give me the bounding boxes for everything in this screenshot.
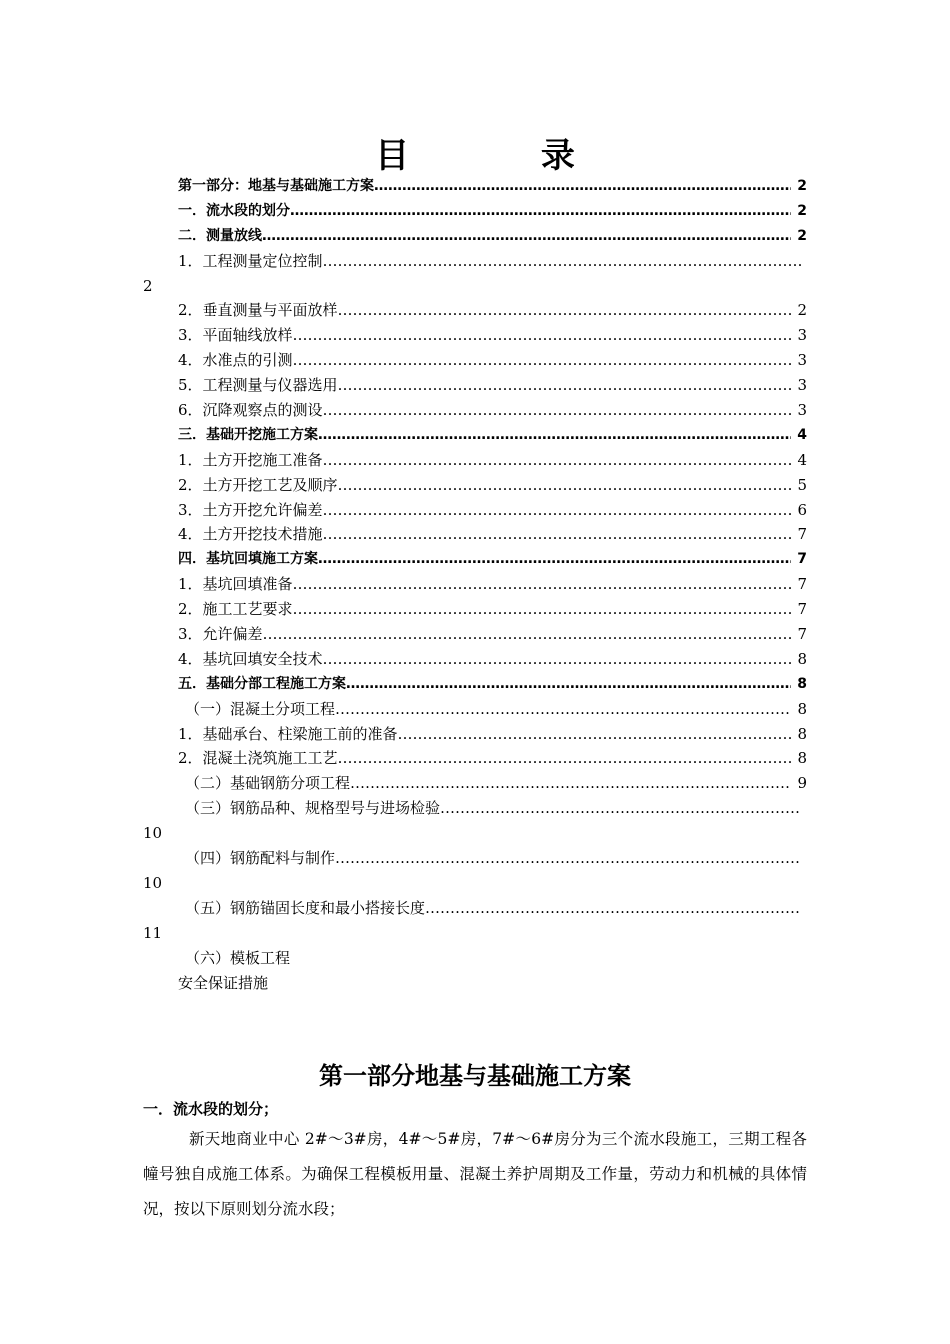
toc-entry[interactable]	[0, 547, 950, 572]
toc-entry[interactable]	[0, 771, 950, 796]
toc-entry-label: 10	[143, 873, 163, 892]
toc-entry[interactable]	[0, 473, 950, 498]
toc-entry-label: 4．基坑回填安全技术	[178, 649, 323, 668]
toc-entry-page: 2	[797, 178, 807, 194]
toc-title: 目 录	[375, 136, 635, 176]
toc-entry-label: 10	[143, 824, 163, 843]
toc-leader-dots	[398, 722, 792, 747]
toc-entry-page: 7	[797, 575, 807, 594]
toc-entry[interactable]	[0, 274, 950, 299]
toc-leader-dots	[293, 323, 792, 348]
toc-leader-dots	[323, 249, 801, 274]
toc-entry-label: （五）钢筋锚固长度和最小搭接长度	[185, 898, 426, 917]
toc-entry-page: 2	[797, 202, 807, 219]
toc-entry-page: 8	[797, 749, 807, 768]
toc-entry-page: 2	[797, 301, 807, 320]
toc-leader-dots	[323, 448, 792, 473]
toc-entry[interactable]	[0, 971, 950, 996]
toc-entry-label: 1．工程测量定位控制	[178, 251, 323, 270]
section-paragraph: 新天地商业中心 2#～3#房，4#～5#房，7#～6#房分为三个流水段施工，三期工程各幢号独自成施工体系。为确保工程模板用量、混凝土养护周期及工作量，劳动力和机械的具体情况，按以下原则划分流水段；	[143, 1130, 807, 1218]
toc-leader-dots	[338, 298, 792, 323]
toc-entry[interactable]	[0, 946, 950, 971]
toc-entry[interactable]	[0, 298, 950, 323]
toc-entry-label: 1．基础承台、柱梁施工前的准备	[178, 724, 398, 743]
toc-leader-dots	[350, 771, 791, 796]
toc-leader-dots	[293, 348, 792, 373]
toc-entry[interactable]	[0, 796, 950, 821]
toc-leader-dots	[318, 423, 791, 448]
toc-entry-label: 4．土方开挖技术措施	[178, 525, 323, 544]
toc-entry-page: 3	[797, 376, 807, 395]
toc-entry-label: 4．水准点的引测	[178, 351, 293, 370]
section-heading: 一．流水段的划分；	[143, 1100, 279, 1118]
toc-entry-page: 4	[797, 426, 807, 443]
toc-leader-dots	[263, 622, 792, 647]
toc-entry-label: 第一部分：地基与基础施工方案	[178, 178, 374, 194]
toc-leader-dots	[323, 522, 792, 547]
toc-entry[interactable]	[0, 423, 950, 448]
toc-entry[interactable]	[0, 697, 950, 722]
toc-leader-dots	[338, 746, 792, 771]
toc-entry-label: 3．允许偏差	[178, 625, 263, 644]
toc-entry[interactable]	[0, 722, 950, 747]
toc-entry-page: 6	[797, 500, 807, 519]
section-title: 第一部分地基与基础施工方案	[319, 1062, 631, 1090]
toc-leader-dots	[338, 473, 792, 498]
toc-leader-dots	[346, 672, 791, 697]
toc-leader-dots	[425, 896, 801, 921]
toc-leader-dots	[323, 647, 792, 672]
toc-entry[interactable]	[0, 249, 950, 274]
toc-entry-label: （六）模板工程	[185, 948, 291, 967]
toc-entry[interactable]	[0, 622, 950, 647]
toc-entry[interactable]	[0, 373, 950, 398]
toc-entry-label: 2．土方开挖工艺及顺序	[178, 475, 338, 494]
toc-entry-page: 2	[797, 227, 807, 244]
toc-entry-label: 一．流水段的划分	[178, 202, 290, 219]
toc-entry-label: 五．基础分部工程施工方案	[178, 675, 346, 692]
toc-entry[interactable]	[0, 199, 950, 224]
toc-entry-label: （三）钢筋品种、规格型号与进场检验	[185, 799, 441, 818]
toc-leader-dots	[440, 796, 801, 821]
toc-entry-label: 2	[143, 276, 153, 295]
toc-entry-label: 6．沉降观察点的测设	[178, 401, 323, 420]
toc-entry-label: 安全保证措施	[178, 973, 269, 992]
toc-entry-page: 8	[797, 675, 807, 692]
toc-entry-page: 8	[797, 699, 807, 718]
toc-entry[interactable]	[0, 498, 950, 523]
toc-entry-label: 三．基础开挖施工方案	[178, 426, 318, 443]
toc-entry-label: 1．土方开挖施工准备	[178, 450, 323, 469]
toc-entry[interactable]	[0, 398, 950, 423]
toc-entry[interactable]	[0, 871, 950, 896]
toc-entry[interactable]	[0, 224, 950, 249]
toc-leader-dots	[323, 398, 792, 423]
toc-entry-page: 3	[797, 351, 807, 370]
toc-entry-page: 7	[797, 625, 807, 644]
toc-leader-dots	[318, 547, 791, 572]
toc-entry-label: 1．基坑回填准备	[178, 575, 293, 594]
toc-leader-dots	[335, 697, 791, 722]
toc-entry-page: 7	[797, 525, 807, 544]
toc-entry-page: 7	[797, 600, 807, 619]
toc-entry[interactable]	[0, 896, 950, 921]
toc-entry[interactable]	[0, 821, 950, 846]
toc-entry-label: 3．平面轴线放样	[178, 326, 293, 345]
toc-entry[interactable]	[0, 746, 950, 771]
toc-entry[interactable]	[0, 921, 950, 946]
toc-entry-page: 8	[797, 724, 807, 743]
toc-leader-dots	[374, 174, 791, 199]
toc-entry[interactable]	[0, 448, 950, 473]
toc-leader-dots	[338, 373, 792, 398]
toc-entry-label: 2．垂直测量与平面放样	[178, 301, 338, 320]
toc-entry-label: （二）基础钢筋分项工程	[185, 774, 351, 793]
toc-entry[interactable]	[0, 647, 950, 672]
toc-entry[interactable]	[0, 597, 950, 622]
toc-leader-dots	[290, 199, 791, 224]
toc-leader-dots	[335, 846, 801, 871]
toc-entry-label: （四）钢筋配料与制作	[185, 849, 336, 868]
toc-entry-page: 3	[797, 326, 807, 345]
toc-entry[interactable]	[0, 174, 950, 199]
toc-entry-label: （一）混凝土分项工程	[185, 699, 336, 718]
toc-entry-page: 9	[797, 774, 807, 793]
toc-entry-page: 8	[797, 649, 807, 668]
toc-entry-page: 5	[797, 475, 807, 494]
toc-entry-label: 11	[143, 923, 163, 942]
toc-entry[interactable]	[0, 323, 950, 348]
toc-entry-page: 4	[797, 450, 807, 469]
toc-entry-label: 四．基坑回填施工方案	[178, 551, 318, 568]
toc-entry[interactable]	[0, 572, 950, 597]
toc-leader-dots	[293, 572, 792, 597]
toc-entry-page: 7	[797, 551, 807, 568]
toc-entry-label: 3．土方开挖允许偏差	[178, 500, 323, 519]
toc-entry[interactable]	[0, 348, 950, 373]
toc-entry-label: 2．施工工艺要求	[178, 600, 293, 619]
table-of-contents	[0, 174, 950, 995]
toc-entry[interactable]	[0, 672, 950, 697]
toc-entry-page: 3	[797, 401, 807, 420]
toc-entry-label: 5．工程测量与仪器选用	[178, 376, 338, 395]
toc-leader-dots	[323, 498, 792, 523]
toc-leader-dots	[262, 224, 791, 249]
toc-entry[interactable]	[0, 522, 950, 547]
toc-leader-dots	[293, 597, 792, 622]
toc-entry[interactable]	[0, 846, 950, 871]
toc-entry-label: 二．测量放线	[178, 227, 262, 244]
toc-entry-label: 2．混凝土浇筑施工工艺	[178, 749, 338, 768]
